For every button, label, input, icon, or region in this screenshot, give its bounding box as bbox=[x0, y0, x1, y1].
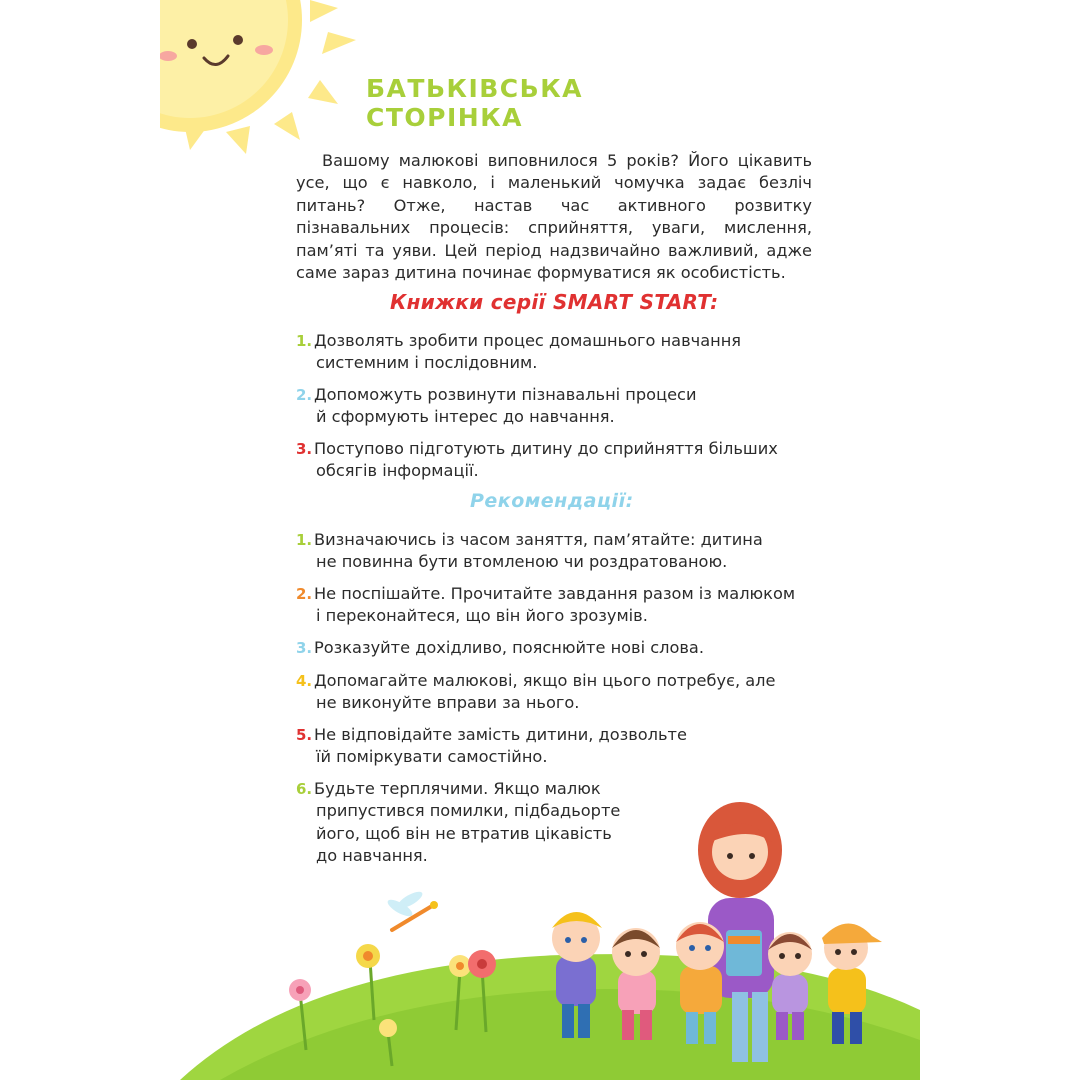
list-number: 3. bbox=[296, 440, 313, 458]
list-number: 3. bbox=[296, 639, 313, 657]
page-title: БАТЬКІВСЬКА СТОРІНКА bbox=[366, 74, 583, 132]
list-number: 2. bbox=[296, 386, 313, 404]
list-item: 4. Допомагайте малюкові, якщо він цього потребує, але не виконуйте вправи за нього. bbox=[296, 671, 776, 713]
series-heading: Книжки серії SMART START: bbox=[390, 290, 719, 314]
list-item: 3. Поступово підготують дитину до сприйняття більших обсягів інформації. bbox=[296, 439, 778, 481]
list-item: 2. Не поспішайте. Прочитайте завдання разом із малюком і переконайтеся, що він його зрозумів. bbox=[296, 584, 796, 626]
list-item: 2. Допоможуть розвинути пізнавальні процеси й сформують інтерес до навчання. bbox=[296, 385, 697, 427]
list-item: 1. Визначаючись із часом заняття, пам’ятайте: дитина не повинна бути втомленою чи роздратованою. bbox=[296, 530, 763, 572]
dragonfly-illustration bbox=[385, 889, 438, 930]
list-number: 1. bbox=[296, 332, 313, 350]
list-number: 6. bbox=[296, 780, 313, 798]
list-number: 4. bbox=[296, 672, 313, 690]
parent-page bbox=[160, 0, 920, 1080]
list-item: 1. Дозволять зробити процес домашнього навчання системним і послідовним. bbox=[296, 331, 742, 373]
list-item: 3. Розказуйте дохідливо, пояснюйте нові слова. bbox=[296, 637, 816, 659]
list-item: 5. Не відповідайте замість дитини, дозвольте їй поміркувати самостійно. bbox=[296, 725, 687, 767]
list-number: 5. bbox=[296, 726, 313, 744]
smiling-sun-illustration bbox=[160, 0, 360, 170]
list-number: 2. bbox=[296, 585, 313, 603]
recommendations-heading: Рекомендації: bbox=[470, 490, 634, 512]
list-item: 6. Будьте терплячими. Якщо малюк припустився помилки, підбадьорте його, щоб він не втратив цікавість до навчання. bbox=[296, 779, 621, 866]
teacher-with-children-illustration bbox=[160, 760, 920, 1080]
intro-paragraph: Вашому малюкові виповнилося 5 років? Його цікавить усе, що є навколо, і маленький чомучка задає безліч питань? Отже, настав час активного розвитку пізнавальних процесів: сприйняття, уваги, мислення, пам’яті та уяви. Цей період надзвичайно важливий, адже саме зараз дитина починає формуватися як особистість. bbox=[296, 151, 812, 283]
list-number: 1. bbox=[296, 531, 313, 549]
